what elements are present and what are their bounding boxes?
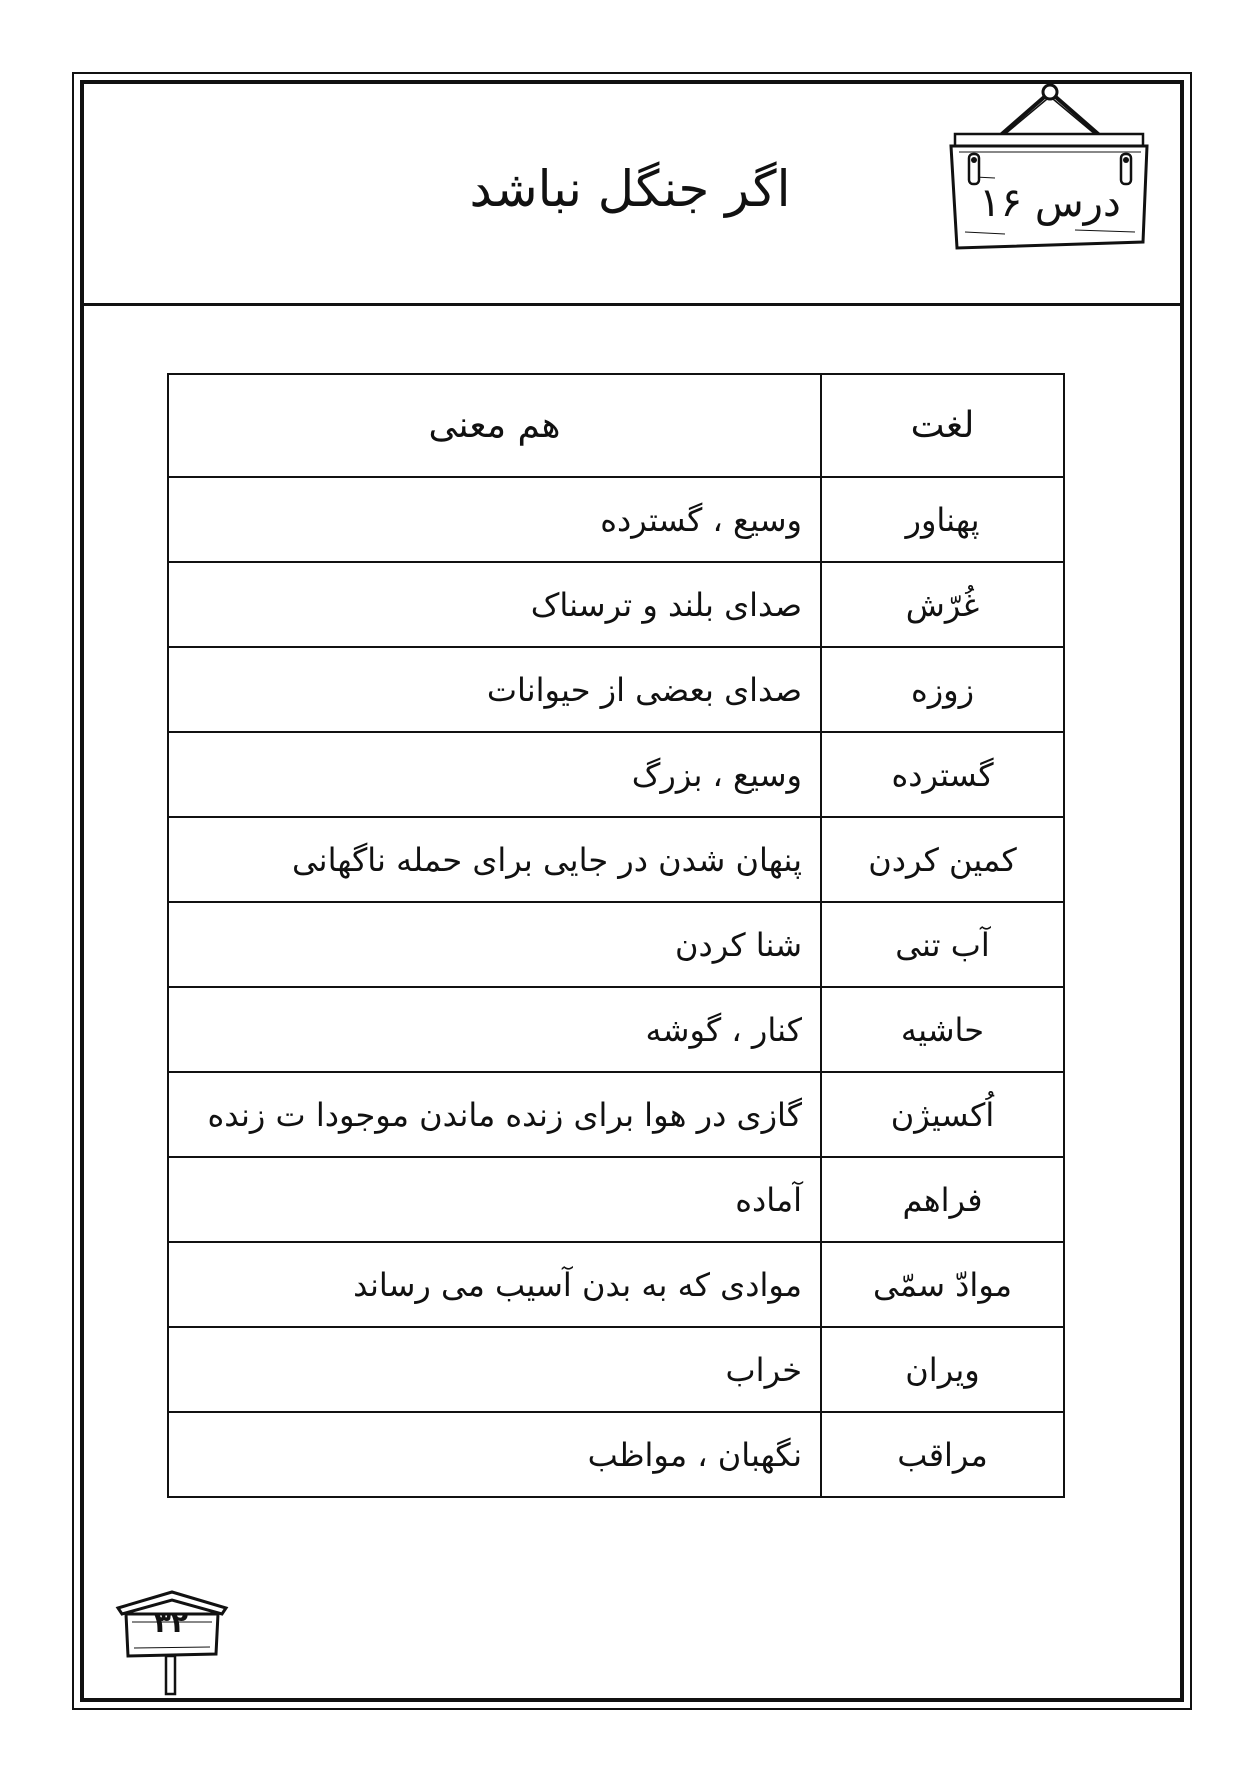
meaning-cell: صدای بلند و ترسناک (168, 562, 821, 647)
meaning-cell: وسیع ، گسترده (168, 477, 821, 562)
meaning-cell: وسیع ، بزرگ (168, 732, 821, 817)
table-row (168, 1157, 1064, 1242)
header-divider (80, 303, 1184, 306)
table-row (168, 562, 1064, 647)
vocabulary-table (167, 373, 1065, 1498)
word-cell: اُکسیژن (821, 1072, 1064, 1157)
table-row (168, 647, 1064, 732)
word-cell: پهناور (821, 477, 1064, 562)
word-cell: زوزه (821, 647, 1064, 732)
meaning-cell: آماده (168, 1157, 821, 1242)
meaning-cell: موادی که به بدن آسیب می رساند (168, 1242, 821, 1327)
word-cell: غُرّش (821, 562, 1064, 647)
meaning-cell: خراب (168, 1327, 821, 1412)
word-cell: کمین کردن (821, 817, 1064, 902)
meaning-cell: پنهان شدن در جایی برای حمله ناگهانی (168, 817, 821, 902)
word-cell: ویران (821, 1327, 1064, 1412)
meaning-cell: شنا کردن (168, 902, 821, 987)
table-row (168, 1412, 1064, 1497)
meaning-cell: گازی در هوا برای زنده ماندن موجودا ت زنده (168, 1072, 821, 1157)
lesson-label: درس ۱۶ (979, 180, 1121, 226)
table-row (168, 1242, 1064, 1327)
page-number-sign-icon (112, 1588, 232, 1696)
word-cell: فراهم (821, 1157, 1064, 1242)
table-row (168, 1072, 1064, 1157)
table-row (168, 987, 1064, 1072)
header-meaning: هم معنی (168, 374, 821, 477)
word-cell: گسترده (821, 732, 1064, 817)
header-word: لغت (821, 374, 1064, 477)
lesson-sign-icon (945, 82, 1155, 252)
table-row (168, 817, 1064, 902)
page-title: اگر جنگل نباشد (469, 160, 791, 218)
table-row (168, 732, 1064, 817)
word-cell: موادّ سمّی (821, 1242, 1064, 1327)
word-cell: مراقب (821, 1412, 1064, 1497)
meaning-cell: نگهبان ، مواظب (168, 1412, 821, 1497)
word-cell: آب تنی (821, 902, 1064, 987)
meaning-cell: کنار ، گوشه (168, 987, 821, 1072)
meaning-cell: صدای بعضی از حیوانات (168, 647, 821, 732)
page-number: ۳۲ (153, 1606, 189, 1639)
table-row (168, 1327, 1064, 1412)
table-row (168, 477, 1064, 562)
table-header-row (168, 374, 1064, 477)
word-cell: حاشیه (821, 987, 1064, 1072)
table-row (168, 902, 1064, 987)
